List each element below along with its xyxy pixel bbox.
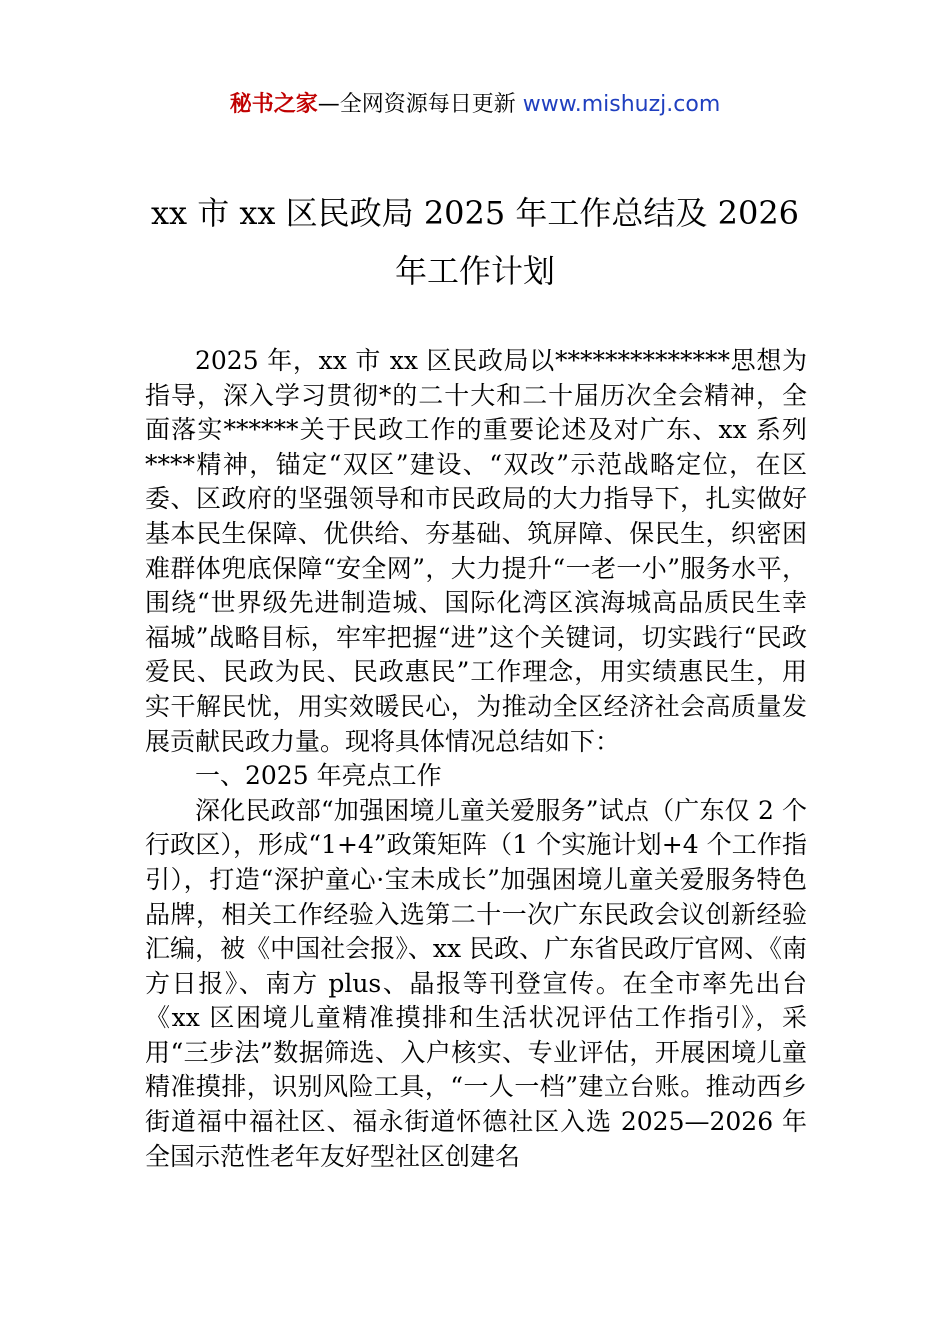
- body-paragraph: 深化民政部“加强困境儿童关爱服务”试点（广东仅 2 个行政区），形成“1+4”政策矩阵（1 个实施计划+4 个工作指引），打造“深护童心·宝未成长”加强困境儿童关爱服务特色品牌，相关工作经验入选第二十一次广东民政会议创新经验汇编，被《中国社会报》、xx 民政、广东省民政厅官网、《南方日报》、南方 plus、晶报等刊登宣传。在全市率先出台《xx 区困境儿童精准摸排和生活状况评估工作指引》，采用“三步法”数据筛选、入户核实、专业评估，开展困境儿童精准摸排，识别风险工具，“一人一档”建立台账。推动西乡街道福中福社区、福永街道怀德社区入选 2025—2026 年全国示范性老年友好型社区创建名: [145, 795, 807, 1171]
- site-tagline: —全网资源每日更新: [317, 92, 516, 117]
- site-brand: 秘书之家: [229, 92, 318, 117]
- site-url-link[interactable]: www.mishuzj.com: [522, 92, 721, 117]
- title-line-1: xx 市 xx 区民政局 2025 年工作总结及 2026: [150, 194, 800, 232]
- intro-paragraph: 2025 年，xx 市 xx 区民政局以**************思想为指导，深入学习贯彻*的二十大和二十届历次全会精神，全面落实******关于民政工作的重要论述及对广东、xx 系列****精神，锚定“双区”建设、“双改”示范战略定位，在区委、区政府的坚强领导和市民政局的大力指导下，扎实做好基本民生保障、优供给、夯基础、筑屏障、保民生，织密困难群体兜底保障“安全网”，大力提升“一老一小”服务水平，围绕“世界级先进制造城、国际化湾区滨海城高品质民生幸福城”战略目标，牢牢把握“进”这个关键词，切实践行“民政爱民、民政为民、民政惠民”工作理念，用实绩惠民生，用实干解民忧，用实效暖民心，为推动全区经济社会高质量发展贡献民政力量。现将具体情况总结如下：: [145, 346, 807, 756]
- document-title: [120, 184, 830, 300]
- site-header: [0, 88, 950, 122]
- document-body: [145, 344, 807, 1174]
- title-line-2: 年工作计划: [394, 252, 555, 290]
- section-heading: 一、2025 年亮点工作: [195, 761, 442, 791]
